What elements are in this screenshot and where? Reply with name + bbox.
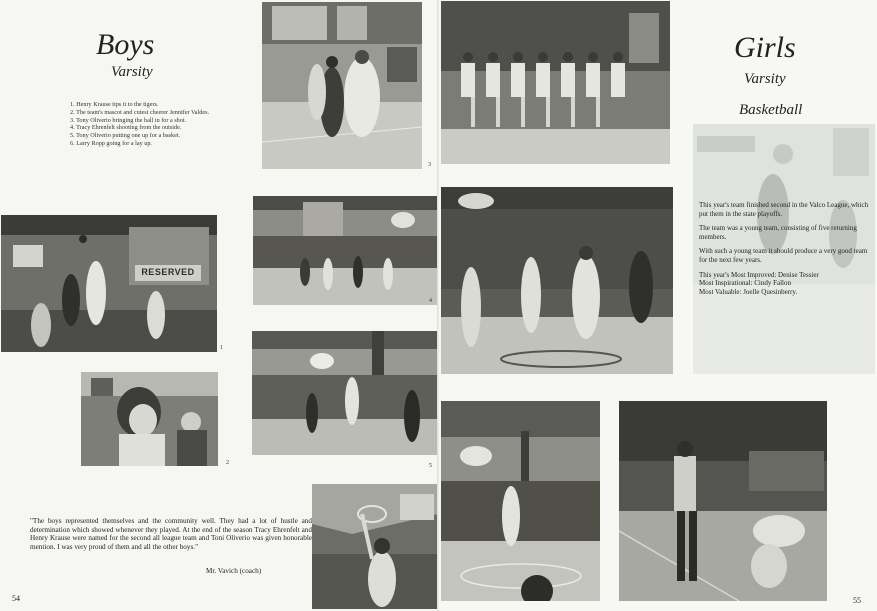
- boys-subtitle: Varsity: [111, 64, 153, 80]
- caption-item: 3. Tony Oliverio bringing the ball in for a shot.: [70, 116, 187, 124]
- photo-tracy-ehrenfelt: [253, 196, 437, 305]
- season-paragraph: This year's team finished second in the Valco League, which put them in the state playoffs.: [699, 201, 869, 218]
- photo-mascot-jennifer: [81, 372, 218, 466]
- girls-subtitle-basketball: Basketball: [739, 102, 803, 118]
- coach-quote: "The boys represented themselves and the community well. They had a lot of hustle and determination which showed whenever they played. At the end of the season Tracy Ehrenfelt and Henry Krause were named for the second all league team and Toni Oliverio was given honorable mention. I was very proud of them and all the other boys.": [30, 517, 312, 551]
- season-paragraph: The team was a young team, consisting of five returning members.: [699, 224, 857, 241]
- photo-number: 3: [428, 162, 431, 168]
- right-page: [439, 0, 877, 611]
- caption-item: 2. The team's mascot and cutest cheerer Jennifer Valdes.: [70, 108, 210, 116]
- boys-title: Boys: [96, 28, 155, 61]
- photo-tony-oliverio-shot: [262, 2, 422, 169]
- photo-referee-scramble: [619, 401, 827, 601]
- photo-number: 5: [429, 463, 432, 469]
- award-most-inspirational: Most Inspirational: Cindy Fallon: [699, 279, 791, 288]
- reserved-banner: RESERVED: [141, 267, 195, 277]
- photo-tony-oliverio-basket: [252, 331, 437, 455]
- season-paragraph: With such a young team it should produce a very good team for the next few years.: [699, 247, 868, 264]
- caption-item: 4. Tracy Ehrenfelt shooting from the outside.: [70, 124, 182, 132]
- photo-girls-shot: [441, 401, 600, 601]
- photo-number: 2: [226, 460, 229, 466]
- caption-item: 5. Tony Oliverio putting one up for a basket.: [70, 132, 181, 140]
- photo-number: 1: [220, 345, 223, 351]
- page-number-left: 54: [12, 594, 20, 603]
- award-most-valuable: Most Valuable: Joelle Quesinberry.: [699, 287, 798, 296]
- photo-number: 4: [429, 298, 432, 304]
- photo-henry-krause-tip: [1, 215, 217, 352]
- left-page: [0, 0, 438, 611]
- photo-girls-game-action: [441, 187, 673, 374]
- photo-larry-ropp-layup: [312, 484, 438, 609]
- girls-season-text: [699, 201, 874, 296]
- caption-item: 6. Larry Ropp going for a lay up.: [70, 139, 152, 147]
- page-number-right: 55: [853, 596, 861, 605]
- photo-girls-team: [441, 1, 670, 164]
- photo-caption-list: [70, 101, 260, 148]
- award-most-improved: This year's Most Improved: Denise Tessier: [699, 270, 819, 279]
- girls-subtitle: Varsity: [744, 71, 786, 87]
- girls-title: Girls: [734, 31, 796, 64]
- quote-author: Mr. Vavich (coach): [206, 567, 262, 575]
- caption-item: 1. Henry Krause tips it to the tigers.: [70, 101, 159, 108]
